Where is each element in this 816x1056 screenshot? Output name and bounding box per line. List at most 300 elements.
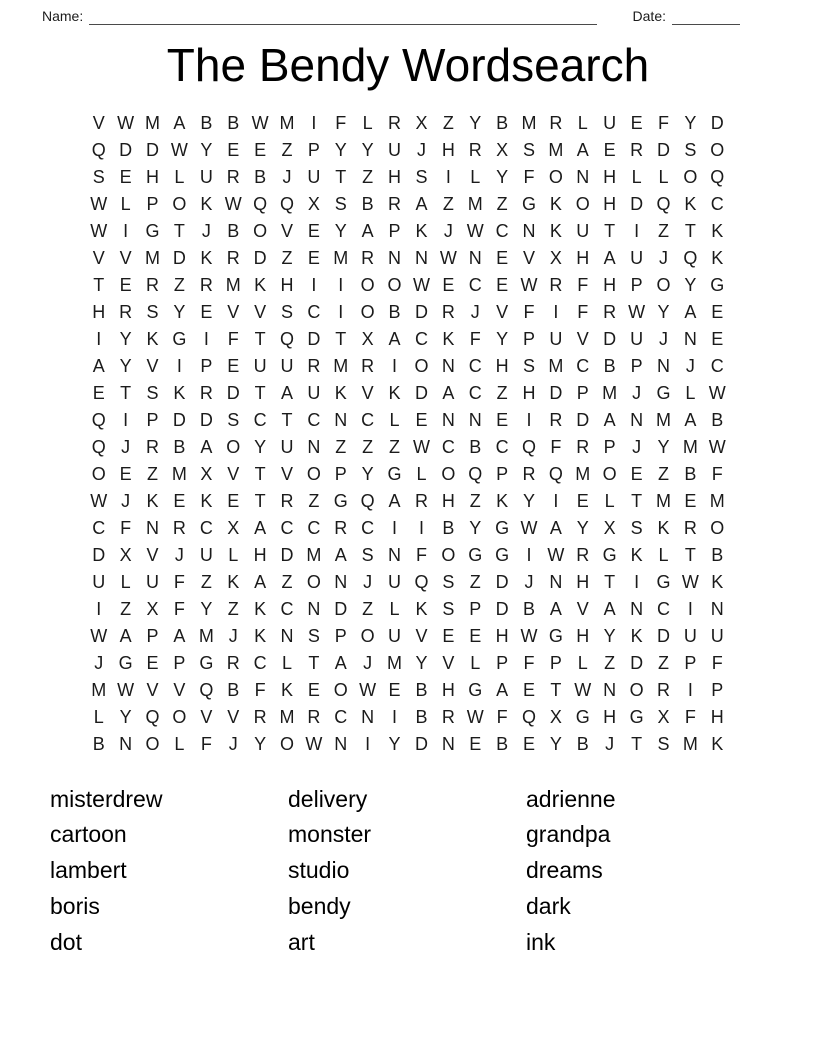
grid-letter: N bbox=[334, 571, 348, 592]
grid-letter: V bbox=[280, 220, 293, 241]
grid-letter: W bbox=[520, 625, 538, 646]
grid-letter: W bbox=[681, 571, 699, 592]
grid-letter: O bbox=[172, 193, 187, 214]
grid-letter: H bbox=[280, 274, 294, 295]
grid-letter: A bbox=[92, 355, 105, 376]
grid-letter: F bbox=[523, 166, 535, 187]
grid-letter: J bbox=[121, 490, 131, 511]
grid-letter: J bbox=[443, 220, 453, 241]
grid-letter: N bbox=[683, 328, 697, 349]
grid-letter: C bbox=[710, 193, 724, 214]
grid-letter: K bbox=[711, 733, 724, 754]
grid-letter: Y bbox=[200, 139, 213, 160]
grid-letter: V bbox=[442, 652, 455, 673]
grid-letter: H bbox=[495, 355, 509, 376]
grid-letter: B bbox=[173, 436, 186, 457]
grid-letter: H bbox=[522, 382, 536, 403]
grid-letter: N bbox=[334, 409, 348, 430]
grid-letter: E bbox=[307, 220, 320, 241]
grid-letter: H bbox=[576, 625, 590, 646]
grid-letter: R bbox=[576, 436, 590, 457]
grid-letter: B bbox=[496, 733, 509, 754]
grid-letter: B bbox=[227, 679, 240, 700]
grid-letter: S bbox=[657, 733, 670, 754]
grid-letter: G bbox=[145, 220, 160, 241]
grid-letter: I bbox=[311, 274, 317, 295]
grid-letter: Z bbox=[496, 193, 508, 214]
grid-letter: Z bbox=[308, 490, 320, 511]
grid-letter: Z bbox=[389, 436, 401, 457]
grid-letter: K bbox=[630, 625, 643, 646]
grid-letter: J bbox=[685, 355, 695, 376]
grid-letter: Z bbox=[120, 598, 132, 619]
grid-letter: B bbox=[92, 733, 105, 754]
grid-letter: V bbox=[146, 355, 159, 376]
grid-letter: E bbox=[442, 274, 455, 295]
grid-letter: Y bbox=[684, 112, 697, 133]
grid-letter: I bbox=[203, 328, 209, 349]
grid-letter: U bbox=[307, 382, 321, 403]
grid-letter: Y bbox=[254, 733, 267, 754]
grid-letter: I bbox=[418, 517, 424, 538]
grid-letter: D bbox=[199, 409, 213, 430]
page-title: The Bendy Wordsearch bbox=[166, 39, 650, 91]
grid-letter: G bbox=[522, 193, 537, 214]
grid-letter: I bbox=[338, 274, 344, 295]
grid-letter: A bbox=[496, 679, 509, 700]
grid-letter: O bbox=[414, 355, 429, 376]
grid-letter: N bbox=[307, 436, 321, 457]
grid-letter: F bbox=[711, 463, 723, 484]
grid-letter: U bbox=[146, 571, 160, 592]
grid-letter: N bbox=[441, 733, 455, 754]
grid-letter: T bbox=[93, 274, 105, 295]
grid-letter: U bbox=[630, 328, 644, 349]
grid-letter: K bbox=[254, 625, 267, 646]
grid-letter: E bbox=[442, 625, 455, 646]
grid-letter: A bbox=[603, 409, 616, 430]
grid-letter: M bbox=[145, 112, 161, 133]
grid-letter: W bbox=[305, 733, 323, 754]
grid-letter: W bbox=[628, 301, 646, 322]
grid-letter: B bbox=[415, 706, 428, 727]
grid-letter: Z bbox=[469, 571, 481, 592]
grid-letter: Z bbox=[281, 247, 293, 268]
word-column bbox=[526, 782, 764, 961]
grid-letter: R bbox=[199, 274, 213, 295]
grid-letter: S bbox=[92, 166, 105, 187]
grid-letter: G bbox=[172, 328, 187, 349]
grid-letter: J bbox=[94, 652, 104, 673]
grid-letter: P bbox=[146, 625, 159, 646]
date-field-group bbox=[633, 8, 740, 25]
grid-letter: G bbox=[468, 544, 483, 565]
grid-letter: R bbox=[146, 436, 160, 457]
grid-letter: C bbox=[441, 436, 455, 457]
grid-letter: I bbox=[365, 733, 371, 754]
grid-letter: B bbox=[469, 436, 482, 457]
grid-letter: I bbox=[553, 301, 559, 322]
grid-letter: D bbox=[414, 733, 428, 754]
grid-letter: L bbox=[604, 490, 615, 511]
grid-letter: S bbox=[630, 517, 643, 538]
grid-letter: R bbox=[334, 517, 348, 538]
grid-letter: Y bbox=[496, 328, 509, 349]
grid-letter: K bbox=[200, 247, 213, 268]
grid-letter: C bbox=[468, 355, 482, 376]
grid-letter: K bbox=[549, 220, 562, 241]
grid-letter: Y bbox=[523, 490, 536, 511]
grid-letter: E bbox=[173, 490, 186, 511]
grid-letter: J bbox=[363, 571, 373, 592]
grid-letter: A bbox=[334, 652, 347, 673]
grid-letter: O bbox=[172, 706, 187, 727]
grid-letter: M bbox=[171, 463, 187, 484]
grid-letter: C bbox=[361, 409, 375, 430]
grid-letter: K bbox=[254, 274, 267, 295]
word-list-item: bendy bbox=[288, 892, 351, 919]
grid-letter: L bbox=[658, 166, 669, 187]
grid-letter: W bbox=[90, 625, 108, 646]
word-list-item: cartoon bbox=[50, 821, 127, 848]
grid-letter: R bbox=[172, 517, 186, 538]
grid-letter: E bbox=[469, 625, 482, 646]
grid-letter: Y bbox=[361, 139, 374, 160]
grid-letter: G bbox=[199, 652, 214, 673]
grid-letter: H bbox=[92, 301, 106, 322]
grid-letter: F bbox=[577, 274, 589, 295]
grid-letter: C bbox=[334, 706, 348, 727]
grid-letter: O bbox=[710, 139, 725, 160]
word-column bbox=[50, 782, 288, 961]
grid-letter: T bbox=[254, 463, 266, 484]
grid-letter: T bbox=[254, 490, 266, 511]
grid-letter: O bbox=[91, 463, 106, 484]
grid-letter: H bbox=[603, 166, 617, 187]
grid-letter: E bbox=[227, 139, 240, 160]
grid-letter: Q bbox=[279, 328, 294, 349]
grid-letter: K bbox=[334, 382, 347, 403]
grid-letter: S bbox=[684, 139, 697, 160]
grid-letter: F bbox=[657, 112, 669, 133]
grid-letter: N bbox=[388, 247, 402, 268]
grid-letter: X bbox=[227, 517, 240, 538]
grid-letter: V bbox=[254, 301, 267, 322]
grid-letter: X bbox=[549, 247, 562, 268]
grid-letter: Q bbox=[199, 679, 214, 700]
grid-letter: I bbox=[176, 355, 182, 376]
grid-letter: D bbox=[253, 247, 267, 268]
grid-letter: X bbox=[496, 139, 509, 160]
grid-letter: K bbox=[254, 598, 267, 619]
grid-letter: I bbox=[311, 112, 317, 133]
grid-letter: R bbox=[388, 112, 402, 133]
grid-letter: C bbox=[576, 355, 590, 376]
grid-letter: A bbox=[415, 193, 428, 214]
grid-letter: L bbox=[577, 652, 588, 673]
grid-letter: V bbox=[92, 247, 105, 268]
grid-letter: U bbox=[199, 544, 213, 565]
grid-letter: H bbox=[710, 706, 724, 727]
grid-letter: I bbox=[392, 706, 398, 727]
grid-letter: G bbox=[710, 274, 725, 295]
grid-letter: V bbox=[119, 247, 132, 268]
grid-letter: E bbox=[307, 247, 320, 268]
grid-letter: R bbox=[307, 706, 321, 727]
grid-letter: P bbox=[146, 409, 159, 430]
grid-letter: Q bbox=[279, 193, 294, 214]
grid-letter: B bbox=[388, 301, 401, 322]
grid-letter: X bbox=[603, 517, 616, 538]
grid-letter: E bbox=[119, 166, 132, 187]
grid-letter: D bbox=[92, 544, 106, 565]
grid-letter: N bbox=[468, 409, 482, 430]
grid-letter: C bbox=[361, 517, 375, 538]
grid-letter: J bbox=[416, 139, 426, 160]
grid-letter: B bbox=[200, 112, 213, 133]
grid-letter: O bbox=[441, 463, 456, 484]
grid-letter: O bbox=[710, 517, 725, 538]
grid-letter: X bbox=[415, 112, 428, 133]
grid-letter: Z bbox=[604, 652, 616, 673]
grid-letter: H bbox=[253, 544, 267, 565]
grid-letter: U bbox=[603, 112, 617, 133]
grid-letter: A bbox=[549, 598, 562, 619]
grid-letter: R bbox=[361, 247, 375, 268]
grid-letter: P bbox=[307, 139, 320, 160]
grid-letter: H bbox=[495, 625, 509, 646]
grid-letter: R bbox=[146, 274, 160, 295]
word-column bbox=[288, 782, 526, 961]
grid-letter: L bbox=[470, 652, 481, 673]
grid-letter: B bbox=[576, 733, 589, 754]
grid-letter: K bbox=[711, 247, 724, 268]
grid-letter: A bbox=[388, 328, 401, 349]
grid-letter: W bbox=[708, 436, 726, 457]
grid-letter: A bbox=[200, 436, 213, 457]
grid-letter: W bbox=[224, 193, 242, 214]
grid-letter: Y bbox=[361, 463, 374, 484]
grid-letter: D bbox=[656, 139, 670, 160]
grid-letter: B bbox=[227, 220, 240, 241]
grid-letter: R bbox=[656, 679, 670, 700]
grid-letter: D bbox=[656, 625, 670, 646]
grid-letter: E bbox=[630, 112, 643, 133]
grid-letter: M bbox=[655, 490, 671, 511]
grid-letter: H bbox=[576, 247, 590, 268]
date-blank-line bbox=[672, 10, 740, 25]
grid-letter: Y bbox=[119, 355, 132, 376]
grid-letter: Q bbox=[414, 571, 429, 592]
grid-letter: E bbox=[119, 274, 132, 295]
grid-letter: S bbox=[523, 355, 536, 376]
grid-letter: W bbox=[708, 382, 726, 403]
grid-letter: L bbox=[120, 193, 131, 214]
grid-letter: Q bbox=[91, 409, 106, 430]
grid-letter: B bbox=[227, 112, 240, 133]
grid-letter: X bbox=[657, 706, 670, 727]
grid-letter: G bbox=[118, 652, 133, 673]
grid-letter: R bbox=[388, 193, 402, 214]
grid-letter: E bbox=[684, 490, 697, 511]
grid-letter: O bbox=[226, 436, 241, 457]
grid-letter: Y bbox=[334, 220, 347, 241]
grid-letter: M bbox=[467, 193, 483, 214]
grid-letter: C bbox=[307, 301, 321, 322]
grid-letter: F bbox=[227, 328, 239, 349]
grid-letter: K bbox=[684, 193, 697, 214]
grid-letter: W bbox=[251, 112, 269, 133]
grid-letter: L bbox=[470, 166, 481, 187]
grid-letter: P bbox=[496, 652, 509, 673]
grid-letter: E bbox=[254, 139, 267, 160]
grid-letter: F bbox=[335, 112, 347, 133]
grid-letter: H bbox=[441, 679, 455, 700]
grid-letter: K bbox=[415, 220, 428, 241]
grid-letter: Y bbox=[603, 625, 616, 646]
grid-letter: M bbox=[333, 355, 349, 376]
grid-letter: S bbox=[442, 571, 455, 592]
grid-letter: A bbox=[280, 382, 293, 403]
grid-letter: J bbox=[658, 247, 668, 268]
grid-letter: Z bbox=[335, 436, 347, 457]
grid-letter: W bbox=[412, 274, 430, 295]
grid-letter: N bbox=[361, 706, 375, 727]
grid-letter: M bbox=[306, 544, 322, 565]
grid-letter: J bbox=[658, 328, 668, 349]
grid-letter: G bbox=[548, 625, 563, 646]
grid-letter: C bbox=[414, 328, 428, 349]
grid-letter: C bbox=[280, 598, 294, 619]
grid-letter: G bbox=[495, 517, 510, 538]
grid-letter: O bbox=[360, 274, 375, 295]
grid-letter: U bbox=[388, 571, 402, 592]
grid-letter: E bbox=[146, 652, 159, 673]
grid-letter: Y bbox=[200, 598, 213, 619]
word-list-item: grandpa bbox=[526, 821, 611, 848]
word-list-item: adrienne bbox=[526, 785, 616, 812]
word-list-item: misterdrew bbox=[50, 785, 163, 812]
grid-letter: M bbox=[682, 733, 698, 754]
grid-letter: K bbox=[711, 571, 724, 592]
grid-letter: T bbox=[173, 220, 185, 241]
grid-letter: G bbox=[656, 571, 671, 592]
grid-letter: O bbox=[387, 274, 402, 295]
grid-letter: B bbox=[496, 112, 509, 133]
grid-letter: T bbox=[254, 382, 266, 403]
word-list-item: monster bbox=[288, 821, 372, 848]
grid-letter: S bbox=[307, 625, 320, 646]
grid-letter: G bbox=[602, 544, 617, 565]
grid-letter: P bbox=[334, 463, 347, 484]
grid-letter: T bbox=[281, 409, 293, 430]
grid-letter: O bbox=[306, 571, 321, 592]
grid-letter: D bbox=[226, 382, 240, 403]
grid-letter: R bbox=[549, 274, 563, 295]
grid-letter: N bbox=[630, 409, 644, 430]
grid-letter: E bbox=[388, 679, 401, 700]
grid-letter: U bbox=[388, 139, 402, 160]
grid-letter: I bbox=[687, 598, 693, 619]
grid-letter: D bbox=[495, 598, 509, 619]
grid-letter: Q bbox=[683, 247, 698, 268]
grid-letter: O bbox=[333, 679, 348, 700]
grid-letter: D bbox=[603, 328, 617, 349]
grid-letter: J bbox=[363, 652, 373, 673]
grid-letter: F bbox=[550, 436, 562, 457]
grid-letter: L bbox=[416, 463, 427, 484]
grid-letter: L bbox=[389, 598, 400, 619]
grid-letter: A bbox=[549, 517, 562, 538]
grid-letter: D bbox=[334, 598, 348, 619]
grid-letter: E bbox=[630, 463, 643, 484]
grid-letter: O bbox=[306, 463, 321, 484]
grid-letter: Z bbox=[227, 598, 239, 619]
grid-letter: M bbox=[548, 139, 564, 160]
grid-letter: O bbox=[253, 220, 268, 241]
grid-letter: V bbox=[92, 112, 105, 133]
grid-letter: R bbox=[199, 382, 213, 403]
grid-letter: S bbox=[280, 301, 293, 322]
name-label: Name: bbox=[42, 8, 84, 24]
grid-letter: G bbox=[468, 679, 483, 700]
grid-letter: P bbox=[630, 355, 643, 376]
grid-letter: R bbox=[630, 139, 644, 160]
grid-letter: Z bbox=[200, 571, 212, 592]
grid-letter: W bbox=[520, 274, 538, 295]
grid-letter: E bbox=[711, 328, 724, 349]
word-list-item: delivery bbox=[288, 785, 368, 812]
grid-letter: D bbox=[549, 382, 563, 403]
grid-letter: E bbox=[119, 463, 132, 484]
grid-letter: B bbox=[711, 409, 724, 430]
grid-letter: U bbox=[630, 247, 644, 268]
grid-letter: G bbox=[495, 544, 510, 565]
grid-letter: W bbox=[170, 139, 188, 160]
word-list-item: art bbox=[288, 928, 315, 955]
grid-letter: Y bbox=[549, 733, 562, 754]
grid-letter: V bbox=[576, 328, 589, 349]
grid-letter: A bbox=[334, 544, 347, 565]
grid-letter: Z bbox=[469, 490, 481, 511]
grid-letter: K bbox=[442, 328, 455, 349]
grid-letter: N bbox=[414, 247, 428, 268]
grid-letter: I bbox=[123, 409, 129, 430]
grid-letter: D bbox=[495, 571, 509, 592]
grid-letter: B bbox=[361, 193, 374, 214]
grid-letter: Q bbox=[91, 436, 106, 457]
grid-letter: T bbox=[308, 652, 320, 673]
grid-letter: W bbox=[439, 247, 457, 268]
grid-letter: E bbox=[496, 274, 509, 295]
grid-letter: R bbox=[603, 301, 617, 322]
grid-letter: O bbox=[548, 166, 563, 187]
grid-letter: P bbox=[200, 355, 213, 376]
grid-letter: R bbox=[361, 355, 375, 376]
grid-letter: F bbox=[523, 301, 535, 322]
grid-letter: D bbox=[710, 112, 724, 133]
grid-letter: E bbox=[469, 733, 482, 754]
grid-letter: C bbox=[253, 409, 267, 430]
grid-letter: B bbox=[442, 517, 455, 538]
grid-letter: N bbox=[119, 733, 133, 754]
grid-letter: S bbox=[442, 598, 455, 619]
grid-letter: P bbox=[603, 436, 616, 457]
grid-letter: K bbox=[630, 544, 643, 565]
grid-letter: W bbox=[90, 220, 108, 241]
grid-letter: W bbox=[412, 436, 430, 457]
date-label: Date: bbox=[632, 8, 666, 24]
